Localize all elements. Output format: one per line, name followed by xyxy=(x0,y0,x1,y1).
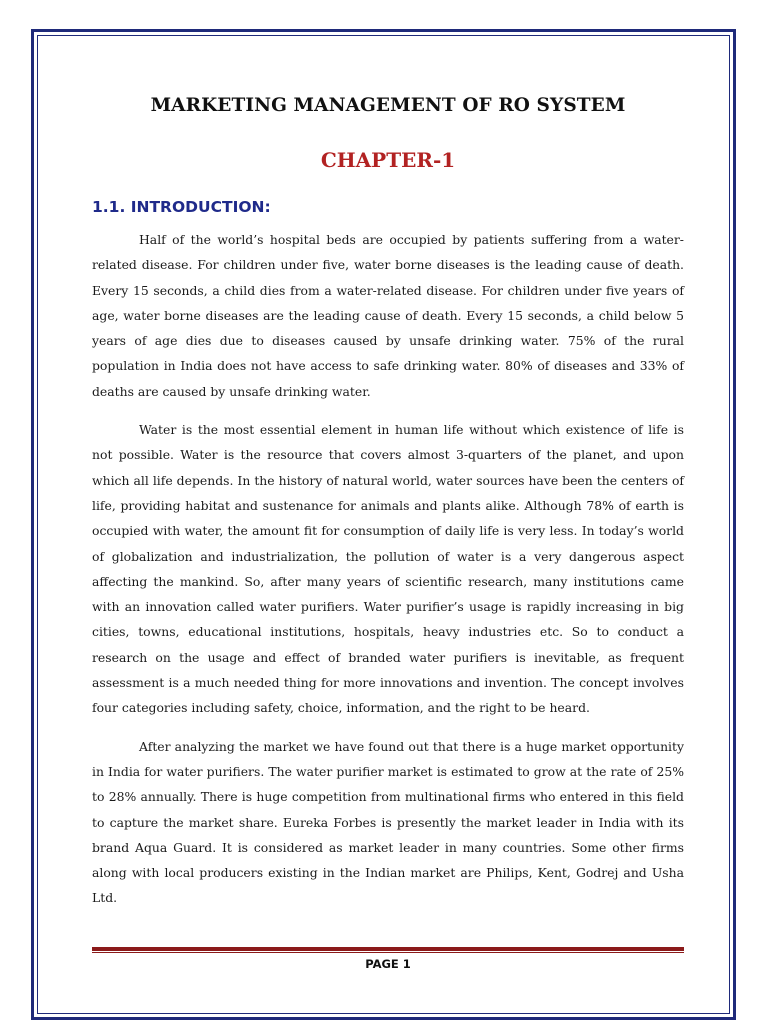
document-title: MARKETING MANAGEMENT OF RO SYSTEM xyxy=(150,95,626,116)
section-heading: 1.1. INTRODUCTION: xyxy=(92,198,271,216)
page-content xyxy=(92,92,684,911)
paragraph-1: Half of the world’s hospital beds are occupied by patients suffering from a water-related disease. For children under five, water borne diseases is the leading cause of death. Every 15 seconds, a child dies from a water-related disease. For children under five years of age, water borne diseases are the leading cause of death. Every 15 seconds, a child below 5 years of age dies due to diseases caused by unsafe drinking water. 75% of the rural population in India does not have access to safe drinking water. 80% of diseases and 33% of deaths are caused by unsafe drinking water. xyxy=(92,232,684,399)
footer-rule xyxy=(92,947,684,951)
footer-rule-thin xyxy=(92,952,684,953)
paragraph-2: Water is the most essential element in human life without which existence of life is not possible. Water is the resource that covers almost 3-quarters of the planet, and upon which all life depends. In the history of natural world, water sources have been the centers of life, providing habitat and sustenance for animals and plants alike. Although 78% of earth is occupied with water, the amount fit for consumption of daily life is very less. In today’s world of globalization and industrialization, the pollution of water is a very dangerous aspect affecting the mankind. So, after many years of scientific research, many institutions came with an innovation called water purifiers. Water purifier’s usage is rapidly increasing in big cities, towns, educational institutions, hospitals, heavy industries etc. So to conduct a research on the usage and effect of branded water purifiers is inevitable, as frequent assessment is a much needed thing for more innovations and invention. The concept involves four categories including safety, choice, information, and the right to be heard. xyxy=(92,422,684,716)
chapter-heading: CHAPTER-1 xyxy=(320,148,456,172)
paragraph-3: After analyzing the market we have found out that there is a huge market opportunity in India for water purifiers. The water purifier market is estimated to grow at the rate of 25% to 28% annually. There is huge competition from multinational firms who entered in this field to capture the market share. Eureka Forbes is presently the market leader in India with its brand Aqua Guard. It is considered as market leader in many countries. Some other firms along with local producers existing in the Indian market are Philips, Kent, Godrej and Usha Ltd. xyxy=(92,738,684,906)
page-number: PAGE 1 xyxy=(365,957,411,971)
